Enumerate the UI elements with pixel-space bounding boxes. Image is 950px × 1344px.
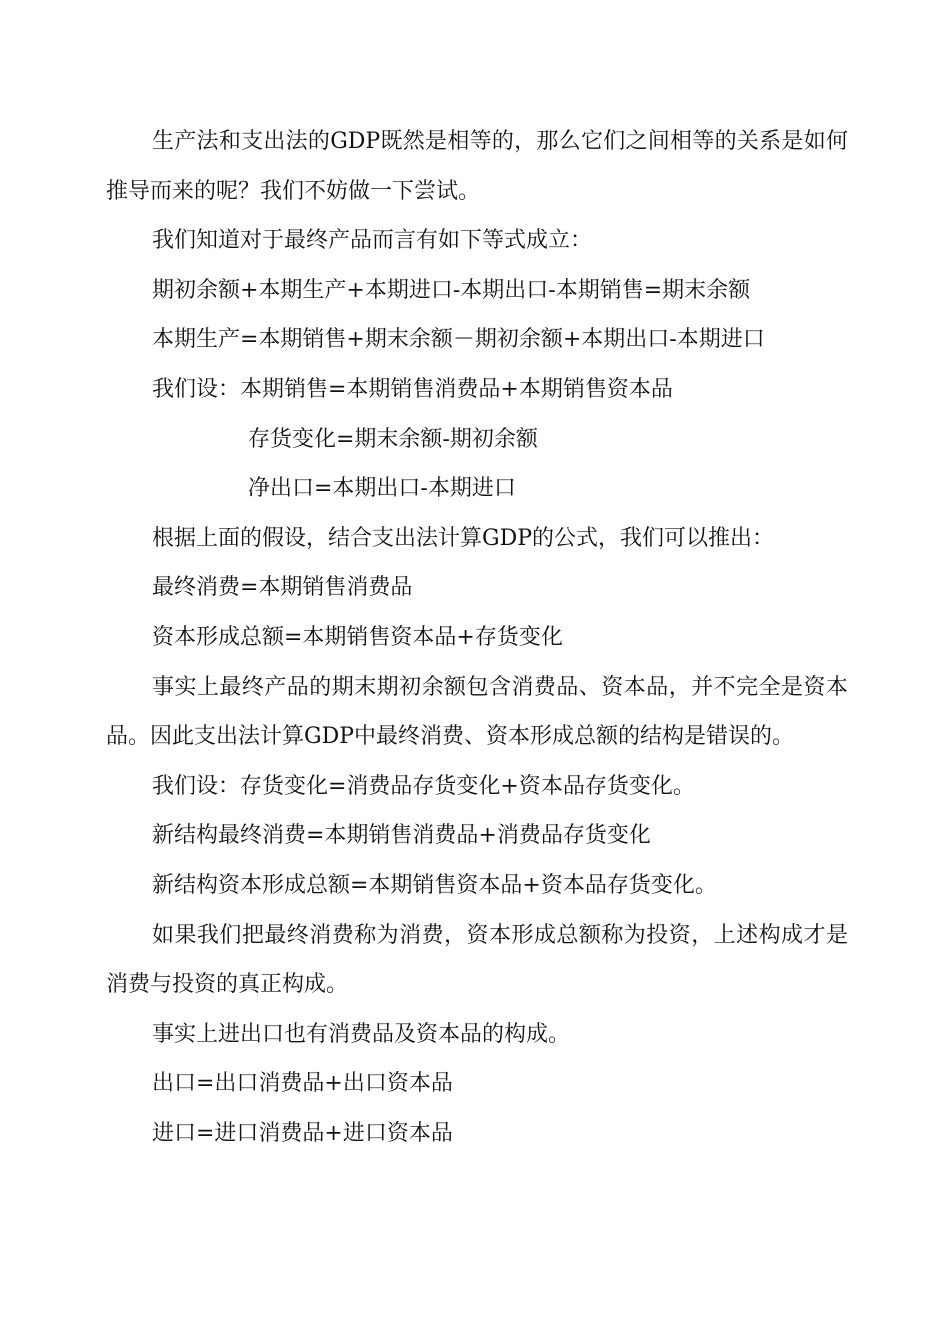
paragraph-final-product-intro: 我们知道对于最终产品而言有如下等式成立：: [152, 228, 593, 254]
equation-gross-capital-formation: 资本形成总额=本期销售资本品+存货变化: [152, 624, 563, 650]
definition-inventory-change: 存货变化=期末余额-期初余额: [248, 426, 538, 452]
definition-sales: 我们设：本期销售=本期销售消费品+本期销售资本品: [152, 376, 673, 402]
paragraph-trade-composition: 事实上进出口也有消费品及资本品的构成。: [152, 1021, 571, 1047]
equation-exports: 出口=出口消费品+出口资本品: [152, 1071, 453, 1097]
definition-net-exports: 净出口=本期出口-本期进口: [248, 476, 516, 502]
definition-inventory-split: 我们设：存货变化=消费品存货变化+资本品存货变化。: [152, 773, 695, 799]
document-body: [106, 117, 848, 1158]
equation-new-capital-formation: 新结构资本形成总额=本期销售资本品+资本品存货变化。: [152, 872, 717, 898]
paragraph-consumption-investment: 如果我们把最终消费称为消费，资本形成总额称为投资，上述构成才是消费与投资的真正构成。: [106, 922, 848, 998]
equation-final-consumption: 最终消费=本期销售消费品: [152, 575, 413, 601]
equation-imports: 进口=进口消费品+进口资本品: [152, 1120, 453, 1146]
paragraph-gdp-equality: 生产法和支出法的GDP既然是相等的，那么它们之间相等的关系是如何推导而来的呢？我们不妨做一下尝试。: [106, 129, 848, 204]
equation-production: 本期生产=本期销售+期末余额－期初余额+本期出口-本期进口: [152, 327, 765, 353]
paragraph-structure-error: 事实上最终产品的期末期初余额包含消费品、资本品，并不完全是资本品。因此支出法计算GDP中最终消费、资本形成总额的结构是错误的。: [106, 674, 848, 750]
equation-new-consumption: 新结构最终消费=本期销售消费品+消费品存货变化: [152, 823, 651, 849]
paragraph-derivation: 根据上面的假设，结合支出法计算GDP的公式，我们可以推出：: [152, 525, 775, 551]
equation-balance: 期初余额+本期生产+本期进口-本期出口-本期销售=期末余额: [152, 277, 751, 303]
